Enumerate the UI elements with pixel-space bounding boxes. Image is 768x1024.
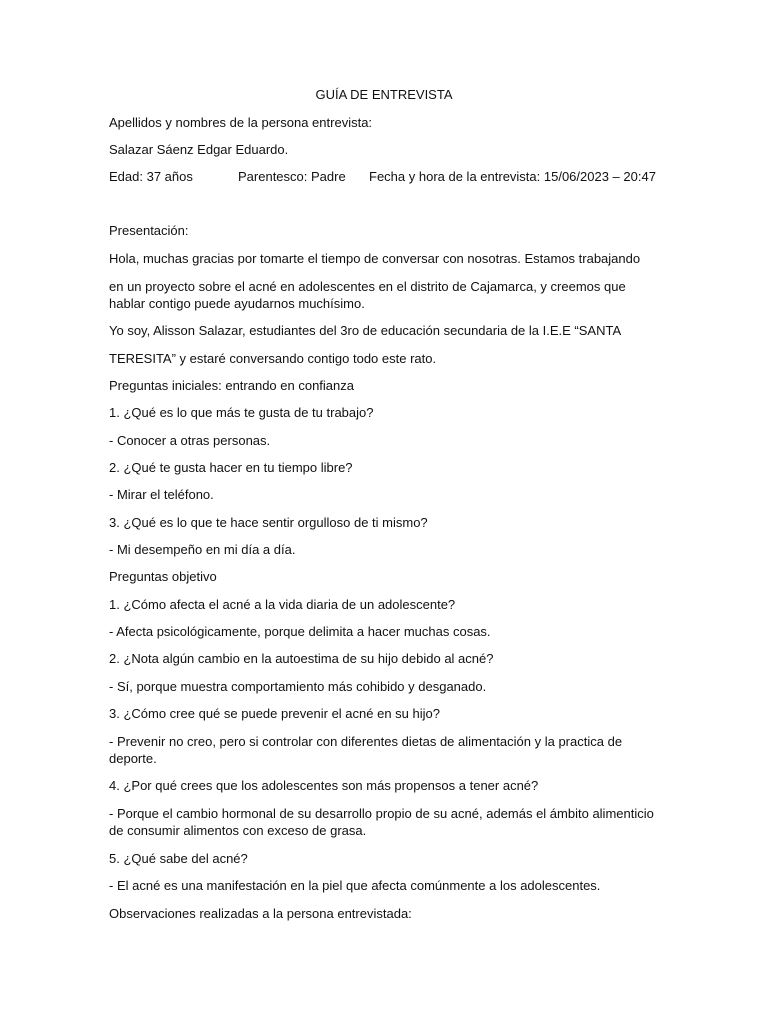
interviewee-name: Salazar Sáenz Edgar Eduardo.	[109, 142, 289, 157]
answer: - Afecta psicológicamente, porque delimita a hacer muchas cosas.	[109, 624, 491, 639]
question: 1. ¿Qué es lo que más te gusta de tu trabajo?	[109, 405, 374, 420]
datetime-field: Fecha y hora de la entrevista: 15/06/2023 – 20:47	[369, 169, 656, 184]
presentation-paragraph-line: en un proyecto sobre el acné en adolescentes en el distrito de Cajamarca, y creemos que	[109, 279, 626, 294]
objective-questions-heading: Preguntas objetivo	[109, 569, 217, 584]
observations-heading: Observaciones realizadas a la persona entrevistada:	[109, 906, 412, 921]
question: 3. ¿Qué es lo que te hace sentir orgulloso de ti mismo?	[109, 515, 428, 530]
answer: - Mirar el teléfono.	[109, 487, 214, 502]
initial-questions-heading: Preguntas iniciales: entrando en confianza	[109, 378, 354, 393]
interviewee-label: Apellidos y nombres de la persona entrevista:	[109, 115, 373, 130]
answer: - Mi desempeño en mi día a día.	[109, 542, 296, 557]
answer: - Sí, porque muestra comportamiento más cohibido y desganado.	[109, 679, 487, 694]
answer: - Prevenir no creo, pero si controlar con diferentes dietas de alimentación y la practica de	[109, 734, 623, 749]
question: 2. ¿Nota algún cambio en la autoestima de su hijo debido al acné?	[109, 651, 494, 666]
question: 1. ¿Cómo afecta el acné a la vida diaria de un adolescente?	[109, 597, 456, 612]
answer: - El acné es una manifestación en la piel que afecta comúnmente a los adolescentes.	[109, 878, 601, 893]
question: 3. ¿Cómo cree qué se puede prevenir el acné en su hijo?	[109, 706, 440, 721]
presentation-paragraph-line: Yo soy, Alisson Salazar, estudiantes del 3ro de educación secundaria de la I.E.E “SANTA	[109, 323, 622, 338]
presentation-paragraph-line: TERESITA” y estaré conversando contigo todo este rato.	[109, 351, 437, 366]
presentation-heading: Presentación:	[109, 223, 189, 238]
presentation-paragraph-line: hablar contigo puede ayudarnos muchísimo.	[109, 296, 365, 311]
answer: - Porque el cambio hormonal de su desarrollo propio de su acné, además el ámbito alimenticio	[109, 806, 654, 821]
question: 4. ¿Por qué crees que los adolescentes son más propensos a tener acné?	[109, 778, 539, 793]
answer: de consumir alimentos con exceso de grasa.	[109, 823, 367, 838]
relationship-field: Parentesco: Padre	[238, 169, 346, 184]
answer: - Conocer a otras personas.	[109, 433, 271, 448]
presentation-paragraph-line: Hola, muchas gracias por tomarte el tiempo de conversar con nosotras. Estamos trabajando	[109, 251, 641, 266]
document-title: GUÍA DE ENTREVISTA	[315, 87, 453, 102]
question: 2. ¿Qué te gusta hacer en tu tiempo libre?	[109, 460, 353, 475]
question: 5. ¿Qué sabe del acné?	[109, 851, 248, 866]
age-field: Edad: 37 años	[109, 169, 193, 184]
answer: deporte.	[109, 751, 157, 766]
